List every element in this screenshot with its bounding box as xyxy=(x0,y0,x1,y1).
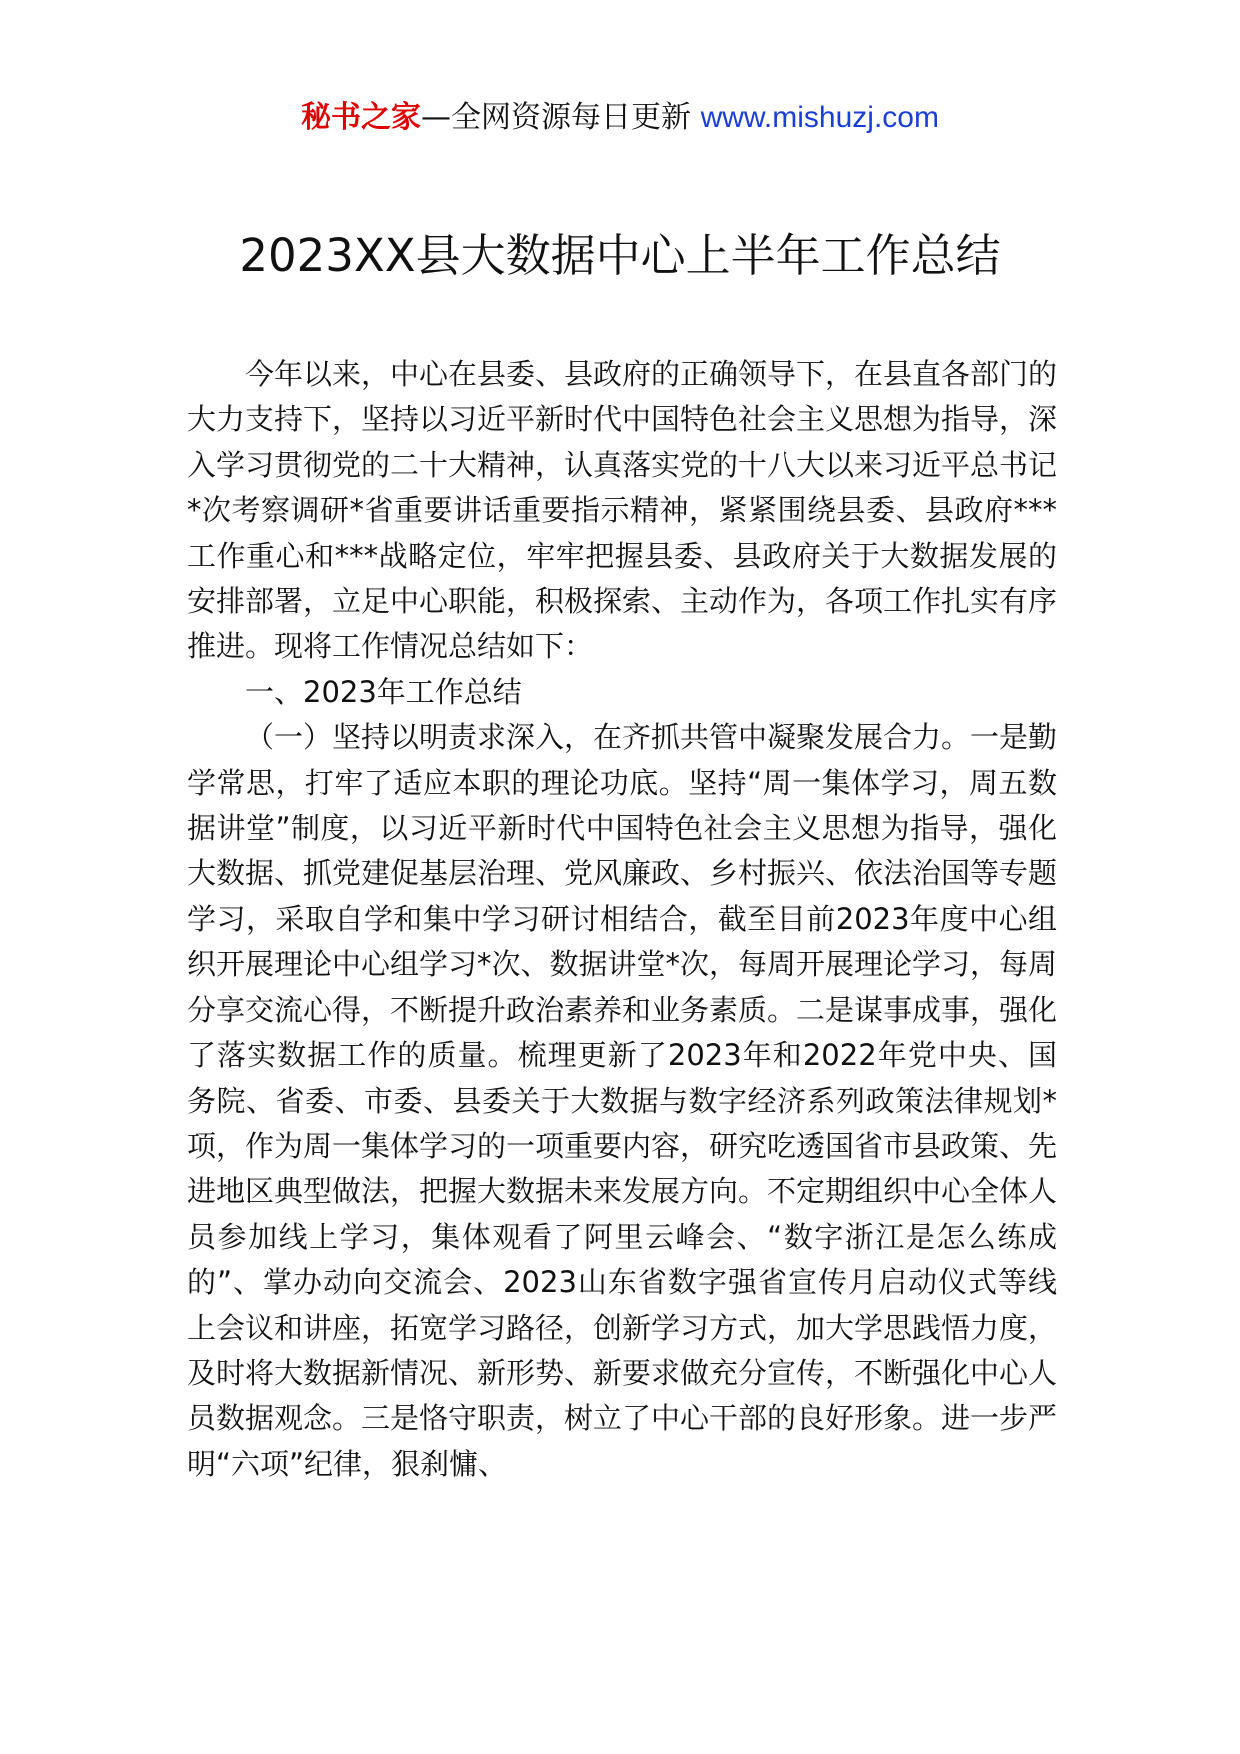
banner-slogan: —全网资源每日更新 xyxy=(421,100,701,135)
brand-name: 秘书之家 xyxy=(301,100,422,135)
subsection-paragraph: （一）坚持以明责求深入，在齐抓共管中凝聚发展合力。一是勤学常思，打牢了适应本职的理论功底。坚持“周一集体学习，周五数据讲堂”制度，以习近平新时代中国特色社会主义思想为指导，强化大数据、抓党建促基层治理、党风廉政、乡村振兴、依法治国等专题学习，采取自学和集中学习研讨相结合，截至目前2023年度中心组织开展理论中心组学习*次、数据讲堂*次，每周开展理论学习，每周分享交流心得，不断提升政治素养和业务素质。二是谋事成事，强化了落实数据工作的质量。梳理更新了2023年和2022年党中央、国务院、省委、市委、县委关于大数据与数字经济系列政策法律规划*项，作为周一集体学习的一项重要内容，研究吃透国省市县政策、先进地区典型做法，把握大数据未来发展方向。不定期组织中心全体人员参加线上学习，集体观看了阿里云峰会、“数字浙江是怎么练成的”、掌办动向交流会、2023山东省数字强省宣传月启动仪式等线上会议和讲座，拓宽学习路径，创新学习方式，加大学思践悟力度，及时将大数据新情况、新形势、新要求做充分宣传，不断强化中心人员数据观念。三是恪守职责，树立了中心干部的良好形象。进一步严明“六项”纪律，狠刹慵、 xyxy=(187,720,1058,1481)
site-url-link[interactable]: www.mishuzj.com xyxy=(700,101,939,134)
document-title: 2023XX县大数据中心上半年工作总结 xyxy=(239,229,1001,282)
document-body xyxy=(187,352,1057,1487)
site-banner xyxy=(0,98,1240,138)
intro-paragraph: 今年以来，中心在县委、县政府的正确领导下，在县直各部门的大力支持下，坚持以习近平新时代中国特色社会主义思想为指导，深入学习贯彻党的二十大精神，认真落实党的十八大以来习近平总书记*次考察调研*省重要讲话重要指示精神，紧紧围绕县委、县政府***工作重心和***战略定位，牢牢把握县委、县政府关于大数据发展的安排部署，立足中心职能，积极探索、主动作为，各项工作扎实有序推进。现将工作情况总结如下： xyxy=(187,357,1058,664)
section-heading: 一、2023年工作总结 xyxy=(245,674,522,709)
